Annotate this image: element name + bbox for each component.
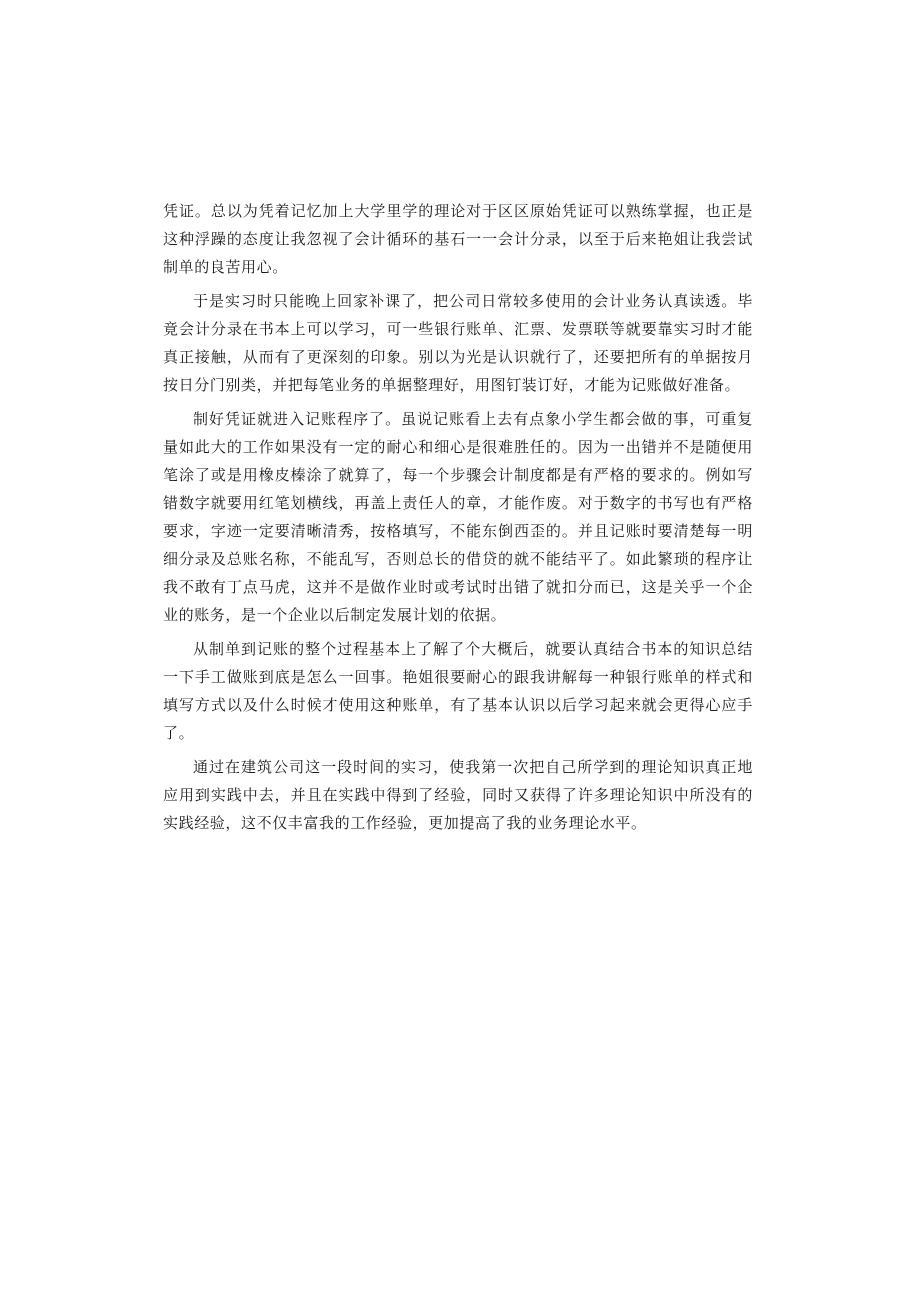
- paragraph-1: 凭证。总以为凭着记忆加上大学里学的理论对于区区原始凭证可以熟练掌握，也正是这种浮躁的态度让我忽视了会计循环的基石一一会计分录，以至于后来艳姐让我尝试制单的良苦用心。: [163, 202, 753, 276]
- paragraph-5: 通过在建筑公司这一段时间的实习，使我第一次把自己所学到的理论知识真正地应用到实践中去，并且在实践中得到了经验，同时又获得了许多理论知识中所没有的实践经验，这不仅丰富我的工作经验，更加提高了我的业务理论水平。: [163, 758, 753, 832]
- paragraph-4: 从制单到记账的整个过程基本上了解了个大概后，就要认真结合书本的知识总结一下手工做账到底是怎么一回事。艳姐很要耐心的跟我讲解每一种银行账单的样式和填写方式以及什么时候才使用这种账单，有了基本认识以后学习起来就会更得心应手了。: [163, 640, 753, 742]
- paragraph-3: 制好凭证就进入记账程序了。虽说记账看上去有点象小学生都会做的事，可重复量如此大的工作如果没有一定的耐心和细心是很难胜任的。因为一出错并不是随便用笔涂了或是用橡皮榛涂了就算了，每一个步骤会计制度都是有严格的要求的。例如写错数字就要用红笔划横线，再盖上责任人的章，才能作废。对于数字的书写也有严格要求，字迹一定要清晰清秀，按格填写，不能东倒西歪的。并且记账时要清楚每一明细分录及总账名称，不能乱写，否则总长的借贷的就不能结平了。如此繁琐的程序让我不敢有丁点马虎，这并不是做作业时或考试时出错了就扣分而已，这是关乎一个企业的账务，是一个企业以后制定发展计划的依据。: [163, 410, 753, 624]
- document-body: [163, 197, 753, 837]
- paragraph-2: 于是实习时只能晚上回家补课了，把公司日常较多使用的会计业务认真读透。毕竟会计分录在书本上可以学习，可一些银行账单、汇票、发票联等就要靠实习时才能真正接触，从而有了更深刻的印象。别以为光是认识就行了，还要把所有的单据按月按日分门别类，并把每笔业务的单据整理好，用图钉装订好，才能为记账做好准备。: [163, 292, 753, 394]
